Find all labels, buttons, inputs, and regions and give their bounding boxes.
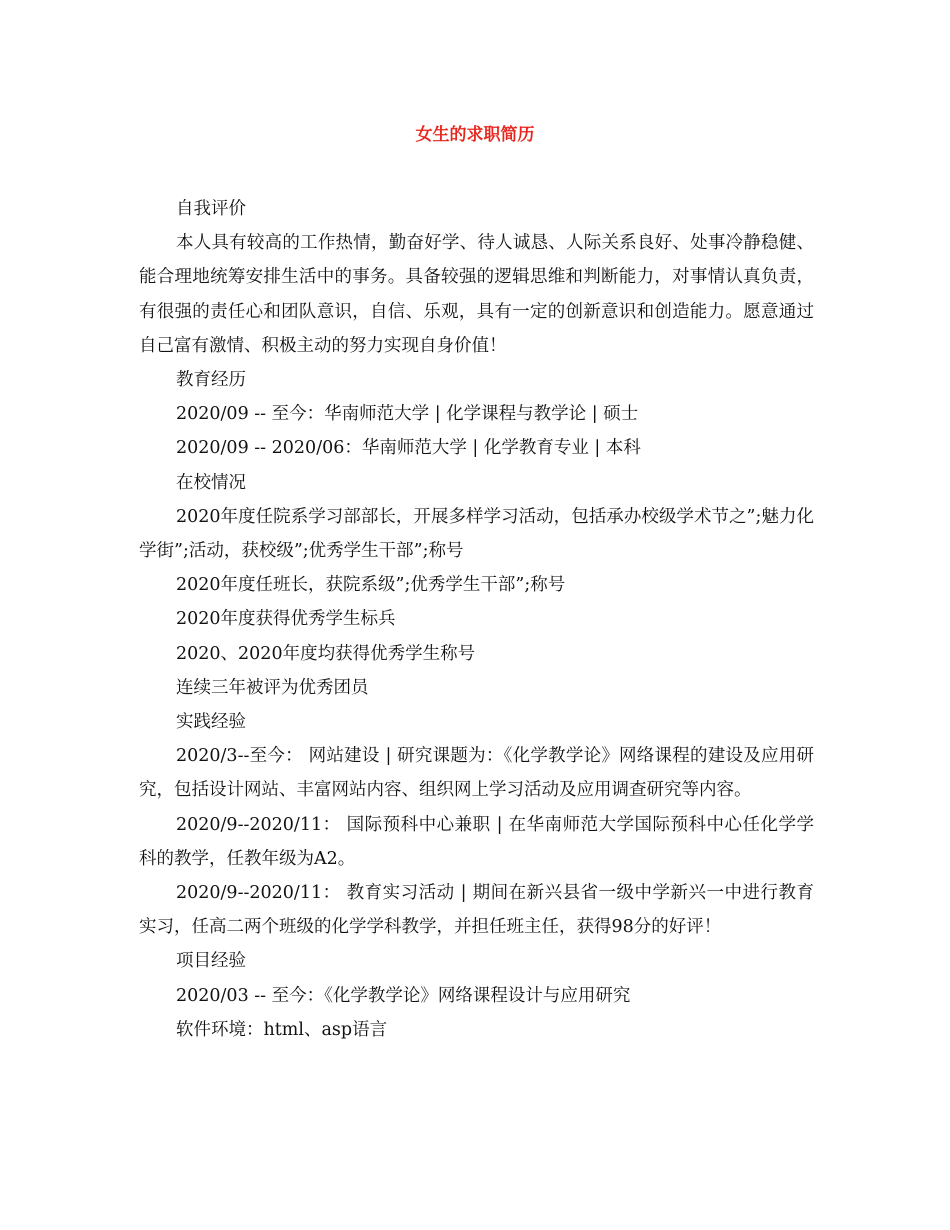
- section-heading: 教育经历: [176, 370, 246, 391]
- project-entry: 软件环境：html、asp语言: [176, 1019, 388, 1040]
- self-evaluation-paragraph: 本人具有较高的工作热情，勤奋好学、待人诚恳、人际关系良好、处事冷静稳健、能合理地统筹安排生活中的事务。具备较强的逻辑思维和判断能力，对事情认真负责，有很强的责任心和团队意识，自信、乐观，具有一定的创新意识和创造能力。愿意通过自己富有激情、积极主动的努力实现自身价值！: [139, 233, 814, 356]
- section-heading: 在校情况: [176, 472, 246, 493]
- campus-entry: 2020年度任班长，获院系级”;优秀学生干部”;称号: [176, 575, 566, 596]
- campus-entry: 2020年度获得优秀学生标兵: [176, 609, 396, 630]
- practice-entry: 2020/9--2020/11： 教育实习活动 | 期间在新兴县省一级中学新兴一中进行教育实习，任高二两个班级的化学学科教学，并担任班主任，获得98分的好评！: [139, 883, 814, 938]
- education-entry: 2020/09 -- 至今：华南师范大学 | 化学课程与教学论 | 硕士: [176, 404, 639, 425]
- campus-entry: 2020年度任院系学习部部长，开展多样学习活动，包括承办校级学术节之”;魅力化学街”;活动，获校级”;优秀学生干部”;称号: [139, 506, 814, 562]
- campus-entry: 连续三年被评为优秀团员: [176, 677, 369, 698]
- section-heading: 项目经验: [176, 951, 246, 972]
- practice-entry: 2020/9--2020/11： 国际预科中心兼职 | 在华南师范大学国际预科中心任化学学科的教学，任教年级为A2。: [139, 814, 814, 869]
- project-entry: 2020/03 -- 至今：《化学教学论》网络课程设计与应用研究: [176, 985, 631, 1006]
- section-heading: 实践经验: [176, 712, 246, 733]
- document-body: [139, 192, 814, 1047]
- document-title: 女生的求职简历: [415, 125, 535, 145]
- practice-entry: 2020/3--至今： 网站建设 | 研究课题为：《化学教学论》网络课程的建设及应用研究，包括设计网站、丰富网站内容、组织网上学习活动及应用调查研究等内容。: [139, 746, 814, 801]
- education-entry: 2020/09 -- 2020/06：华南师范大学 | 化学教育专业 | 本科: [176, 438, 641, 459]
- campus-entry: 2020、2020年度均获得优秀学生称号: [176, 643, 476, 664]
- section-heading: 自我评价: [176, 199, 246, 219]
